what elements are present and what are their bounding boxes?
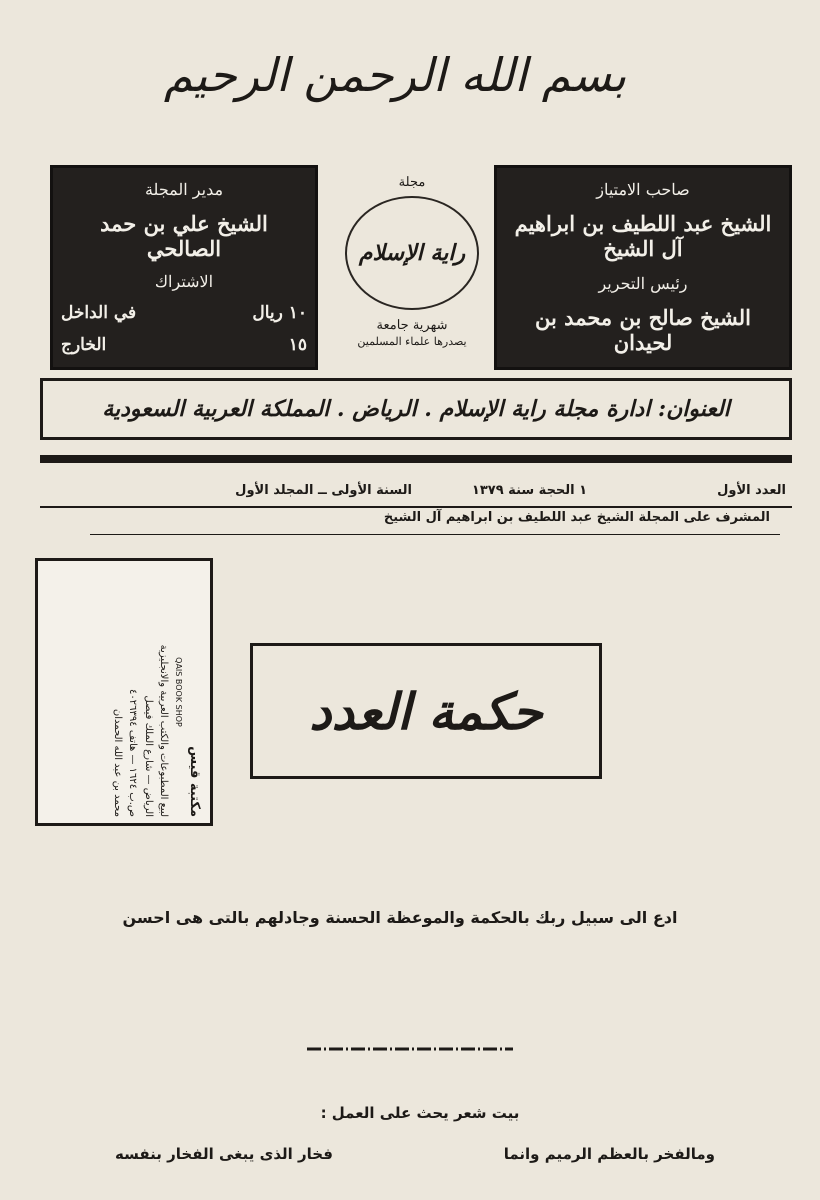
- magazine-word: مجلة: [398, 175, 426, 190]
- editor-in-chief-name: الشيخ صالح بن محمد بن لحيدان: [535, 304, 751, 355]
- masthead: [40, 165, 792, 375]
- section-title: حكمة العدد: [309, 681, 543, 741]
- poem-hemistich-right: ومالفخر بالعظم الرميم وانما: [503, 1145, 715, 1163]
- address-bar: العنوان: ادارة مجلة راية الإسلام . الرياض . المملكة العربية السعودية: [40, 378, 792, 440]
- subscription-local-amount: ١٠ ريال: [252, 303, 307, 324]
- supervisor-line: المشرف على المجلة الشيخ عبد اللطيف بن ابراهيم آل الشيخ: [383, 510, 770, 525]
- ornament-divider: [305, 1041, 515, 1057]
- basmala-heading: بسم الله الرحمن الرحيم: [163, 48, 627, 102]
- manager-name: الشيخ علي بن حمد الصالحي: [100, 210, 268, 261]
- subscription-local-place: في الداخل: [61, 303, 137, 324]
- magazine-title-emblem: [345, 196, 479, 310]
- owner-editor-box: [494, 165, 792, 370]
- section-title-box: [250, 643, 602, 779]
- subscription-local-row: [61, 303, 307, 323]
- divider-line: [40, 506, 792, 508]
- issue-number: العدد الأول: [717, 482, 786, 498]
- owner-label: صاحب الامتياز: [596, 180, 690, 200]
- manager-label: مدير المجلة: [144, 179, 224, 199]
- poem-verse: [115, 1145, 715, 1171]
- magazine-emblem-column: [322, 165, 502, 370]
- issue-date: ١ الحجة سنة ١٣٧٩: [471, 482, 588, 498]
- magazine-subtitle-1: شهرية جامعة: [376, 318, 448, 333]
- issue-info-row: [40, 478, 792, 502]
- owner-name: الشيخ عبد اللطيف بن ابراهيم آل الشيخ: [514, 211, 772, 262]
- subscription-label: الاشتراك: [154, 272, 214, 292]
- bookshop-stamp: [35, 558, 213, 826]
- editor-in-chief-label: رئيس التحرير: [598, 273, 688, 293]
- poem-heading: بيت شعر يحث على العمل :: [320, 1104, 520, 1122]
- divider-line: [90, 534, 780, 535]
- bookshop-owner: محمد بن عبد الله الحمدان: [111, 708, 123, 817]
- bookshop-stamp-text: [44, 567, 204, 817]
- bookshop-line: الرياض — شارع الملك فيصل: [142, 695, 154, 817]
- subscription-abroad-amount: ١٥: [288, 335, 307, 356]
- bookshop-name: مكتبة قيس: [187, 746, 202, 817]
- poem-hemistich-left: فخار الذى يبغى الفخار بنفسه: [115, 1145, 333, 1163]
- bookshop-name-en: QAIS BOOK SHOP: [173, 657, 183, 727]
- manager-subscription-box: [50, 165, 318, 370]
- issue-year-volume: السنة الأولى ــ المجلد الأول: [235, 482, 412, 498]
- quran-verse: ادع الى سبيل ربك بالحكمة والموعظة الحسنة وجادلهم بالتى هى احسن: [122, 908, 678, 927]
- thick-divider: [40, 455, 792, 463]
- bookshop-line: ص.ب ١٦٢٤ — هاتف ٤٠٢٦٣٩٤: [127, 689, 139, 817]
- subscription-abroad-row: [61, 335, 307, 355]
- subscription-abroad-place: الخارج: [61, 335, 107, 356]
- bookshop-line: لبيع المطبوعات والكتب العربية والانجليزية: [158, 644, 170, 817]
- magazine-title: راية الإسلام: [358, 239, 466, 266]
- magazine-subtitle-2: يصدرها علماء المسلمين: [357, 335, 467, 348]
